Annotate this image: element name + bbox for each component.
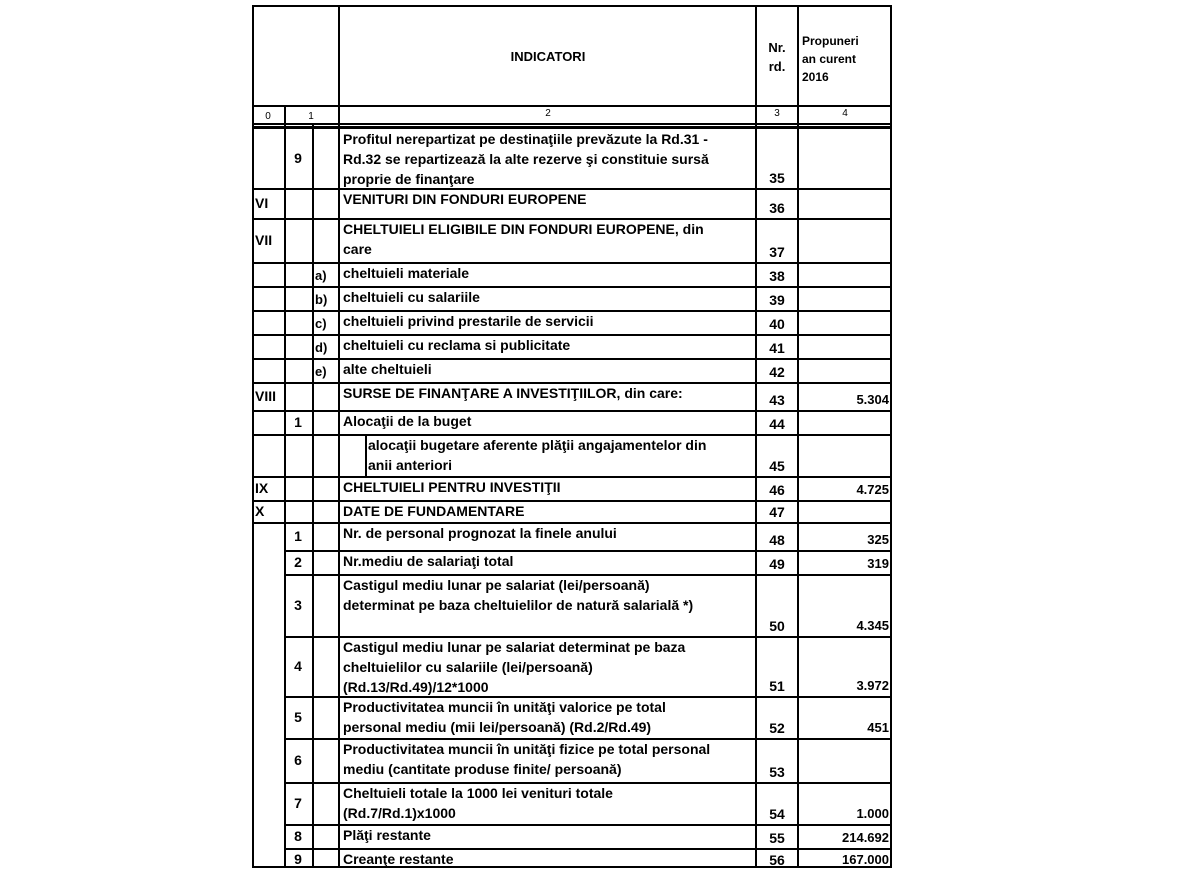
row-divider: [252, 410, 892, 412]
row-indicator-text: Castigul mediu lunar pe salariat determinat pe baza: [343, 639, 686, 655]
row-number: 6: [294, 752, 302, 768]
row-divider: [252, 262, 892, 264]
row-indicator-text: cheltuieli materiale: [343, 265, 470, 281]
row-roman-numeral: VII: [255, 232, 273, 248]
row-roman-numeral: IX: [255, 480, 269, 496]
column-index-2: 2: [545, 108, 551, 119]
row-roman-numeral: X: [255, 503, 265, 519]
row-value: 214.692: [842, 830, 889, 845]
table-bottom-border: [252, 866, 892, 868]
row-divider: [252, 286, 892, 288]
row-nr-rd: 37: [769, 244, 785, 260]
row-indicator-text: Nr. de personal prognozat la finele anului: [343, 525, 617, 541]
row-nr-rd: 39: [769, 292, 785, 308]
row-divider: [284, 782, 892, 784]
row-indicator-text: determinat pe baza cheltuielilor de natură salarială *): [343, 597, 694, 613]
indent-divider: [365, 434, 367, 476]
column-divider-1: [312, 123, 314, 866]
row-divider: [284, 696, 892, 698]
row-indicator-text: Castigul mediu lunar pe salariat (lei/persoană): [343, 577, 650, 593]
row-nr-rd: 43: [769, 392, 785, 408]
row-nr-rd: 46: [769, 482, 785, 498]
row-value: 167.000: [842, 852, 889, 867]
row-divider: [252, 500, 892, 502]
row-nr-rd: 55: [769, 830, 785, 846]
row-value: 325: [867, 532, 889, 547]
header-nr-rd-line1: Nr.: [768, 40, 786, 55]
row-indicator-text: proprie de finanţare: [343, 171, 475, 187]
row-number: 8: [294, 828, 302, 844]
header-propuneri-line2: an curent: [802, 52, 857, 66]
header-propuneri-line1: Propuneri: [802, 34, 859, 48]
row-indicator-text: Creanţe restante: [343, 851, 454, 867]
row-divider: [252, 218, 892, 220]
row-number: 9: [294, 851, 302, 867]
row-number: 1: [294, 414, 302, 430]
row-roman-numeral: VIII: [255, 388, 277, 404]
row-divider: [284, 738, 892, 740]
row-nr-rd: 42: [769, 364, 785, 380]
row-indicator-text: CHELTUIELI PENTRU INVESTIŢII: [343, 479, 561, 495]
row-indicator-text: (Rd.7/Rd.1)x1000: [343, 805, 456, 821]
row-divider: [252, 188, 892, 190]
column-index-divider: [252, 123, 892, 125]
row-nr-rd: 49: [769, 556, 785, 572]
row-value: 1.000: [856, 806, 889, 821]
row-indicator-text: mediu (cantitate produse finite/ persoană): [343, 761, 622, 777]
row-indicator-text: (Rd.13/Rd.49)/12*1000: [343, 679, 489, 695]
row-divider: [252, 522, 892, 524]
indicators-table: [252, 5, 892, 868]
row-divider: [252, 382, 892, 384]
row-indicator-text: personal mediu (mii lei/persoană) (Rd.2/Rd.49): [343, 719, 652, 735]
row-letter: d): [315, 340, 328, 355]
row-nr-rd: 45: [769, 458, 785, 474]
header-nr-rd-line2: rd.: [768, 59, 786, 74]
row-nr-rd: 48: [769, 532, 785, 548]
row-nr-rd: 56: [769, 852, 785, 868]
row-number: 3: [294, 597, 302, 613]
row-nr-rd: 40: [769, 316, 785, 332]
row-indicator-text: Alocaţii de la buget: [343, 413, 472, 429]
row-number: 2: [294, 554, 302, 570]
row-indicator-text: Rd.32 se repartizează la alte rezerve şi constituie sursă: [343, 151, 709, 167]
row-indicator-text: SURSE DE FINANŢARE A INVESTIŢIILOR, din care:: [343, 385, 683, 401]
column-index-3: 3: [774, 108, 780, 119]
row-nr-rd: 41: [769, 340, 785, 356]
row-nr-rd: 52: [769, 720, 785, 736]
row-nr-rd: 44: [769, 416, 785, 432]
header-propuneri-line3: 2016: [802, 70, 829, 84]
row-divider: [252, 476, 892, 478]
row-divider: [284, 636, 892, 638]
row-number: 7: [294, 795, 302, 811]
row-nr-rd: 53: [769, 764, 785, 780]
row-nr-rd: 47: [769, 504, 785, 520]
column-index-4: 4: [842, 108, 848, 119]
row-value: 319: [867, 556, 889, 571]
row-indicator-text: cheltuieli cu reclama si publicitate: [343, 337, 571, 353]
row-divider: [284, 550, 892, 552]
header-indicatori: INDICATORI: [510, 49, 586, 64]
row-letter: a): [315, 268, 327, 283]
row-divider: [284, 848, 892, 850]
row-value: 451: [867, 720, 889, 735]
row-value: 5.304: [856, 392, 889, 407]
row-nr-rd: 35: [769, 170, 785, 186]
body-top-divider: [252, 126, 892, 129]
row-divider: [252, 434, 892, 436]
row-indicator-text: cheltuielilor cu salariile (lei/persoană): [343, 659, 593, 675]
row-indicator-text: anii anteriori: [368, 457, 453, 473]
column-index-0: 0: [265, 111, 271, 122]
row-roman-numeral: VI: [255, 195, 269, 211]
row-number: 9: [294, 150, 302, 166]
row-indicator-text: alocaţii bugetare aferente plăţii angajamentelor din: [368, 437, 707, 453]
row-letter: e): [315, 364, 327, 379]
row-indicator-text: Productivitatea muncii în unităţi fizice pe total personal: [343, 741, 711, 757]
row-number: 4: [294, 658, 302, 674]
row-indicator-text: Cheltuieli totale la 1000 lei venituri totale: [343, 785, 613, 801]
row-indicator-text: cheltuieli privind prestarile de servicii: [343, 313, 594, 329]
row-indicator-text: Nr.mediu de salariaţi total: [343, 553, 514, 569]
header-divider: [252, 105, 892, 107]
table-left-border: [252, 5, 254, 868]
row-indicator-text: cheltuieli cu salariile: [343, 289, 480, 305]
row-value: 3.972: [856, 678, 889, 693]
row-nr-rd: 38: [769, 268, 785, 284]
row-value: 4.345: [856, 618, 889, 633]
row-nr-rd: 51: [769, 678, 785, 694]
row-indicator-text: care: [343, 241, 372, 257]
row-letter: c): [315, 316, 327, 331]
row-divider: [252, 310, 892, 312]
row-letter: b): [315, 292, 328, 307]
row-nr-rd: 54: [769, 806, 785, 822]
row-indicator-text: Plăţi restante: [343, 827, 431, 843]
row-indicator-text: VENITURI DIN FONDURI EUROPENE: [343, 191, 587, 207]
row-divider: [252, 358, 892, 360]
row-indicator-text: DATE DE FUNDAMENTARE: [343, 503, 525, 519]
row-indicator-text: Productivitatea muncii în unităţi valorice pe total: [343, 699, 666, 715]
row-number: 1: [294, 528, 302, 544]
column-index-1: 1: [308, 111, 314, 122]
table-top-border: [252, 5, 892, 7]
row-number: 5: [294, 709, 302, 725]
row-divider: [284, 574, 892, 576]
row-divider: [284, 824, 892, 826]
row-indicator-text: alte cheltuieli: [343, 361, 432, 377]
row-value: 4.725: [856, 482, 889, 497]
row-indicator-text: Profitul nerepartizat pe destinaţiile prevăzute la Rd.31 -: [343, 131, 708, 147]
row-divider: [252, 334, 892, 336]
row-nr-rd: 36: [769, 200, 785, 216]
row-indicator-text: CHELTUIELI ELIGIBILE DIN FONDURI EUROPENE, din: [343, 221, 704, 237]
row-nr-rd: 50: [769, 618, 785, 634]
